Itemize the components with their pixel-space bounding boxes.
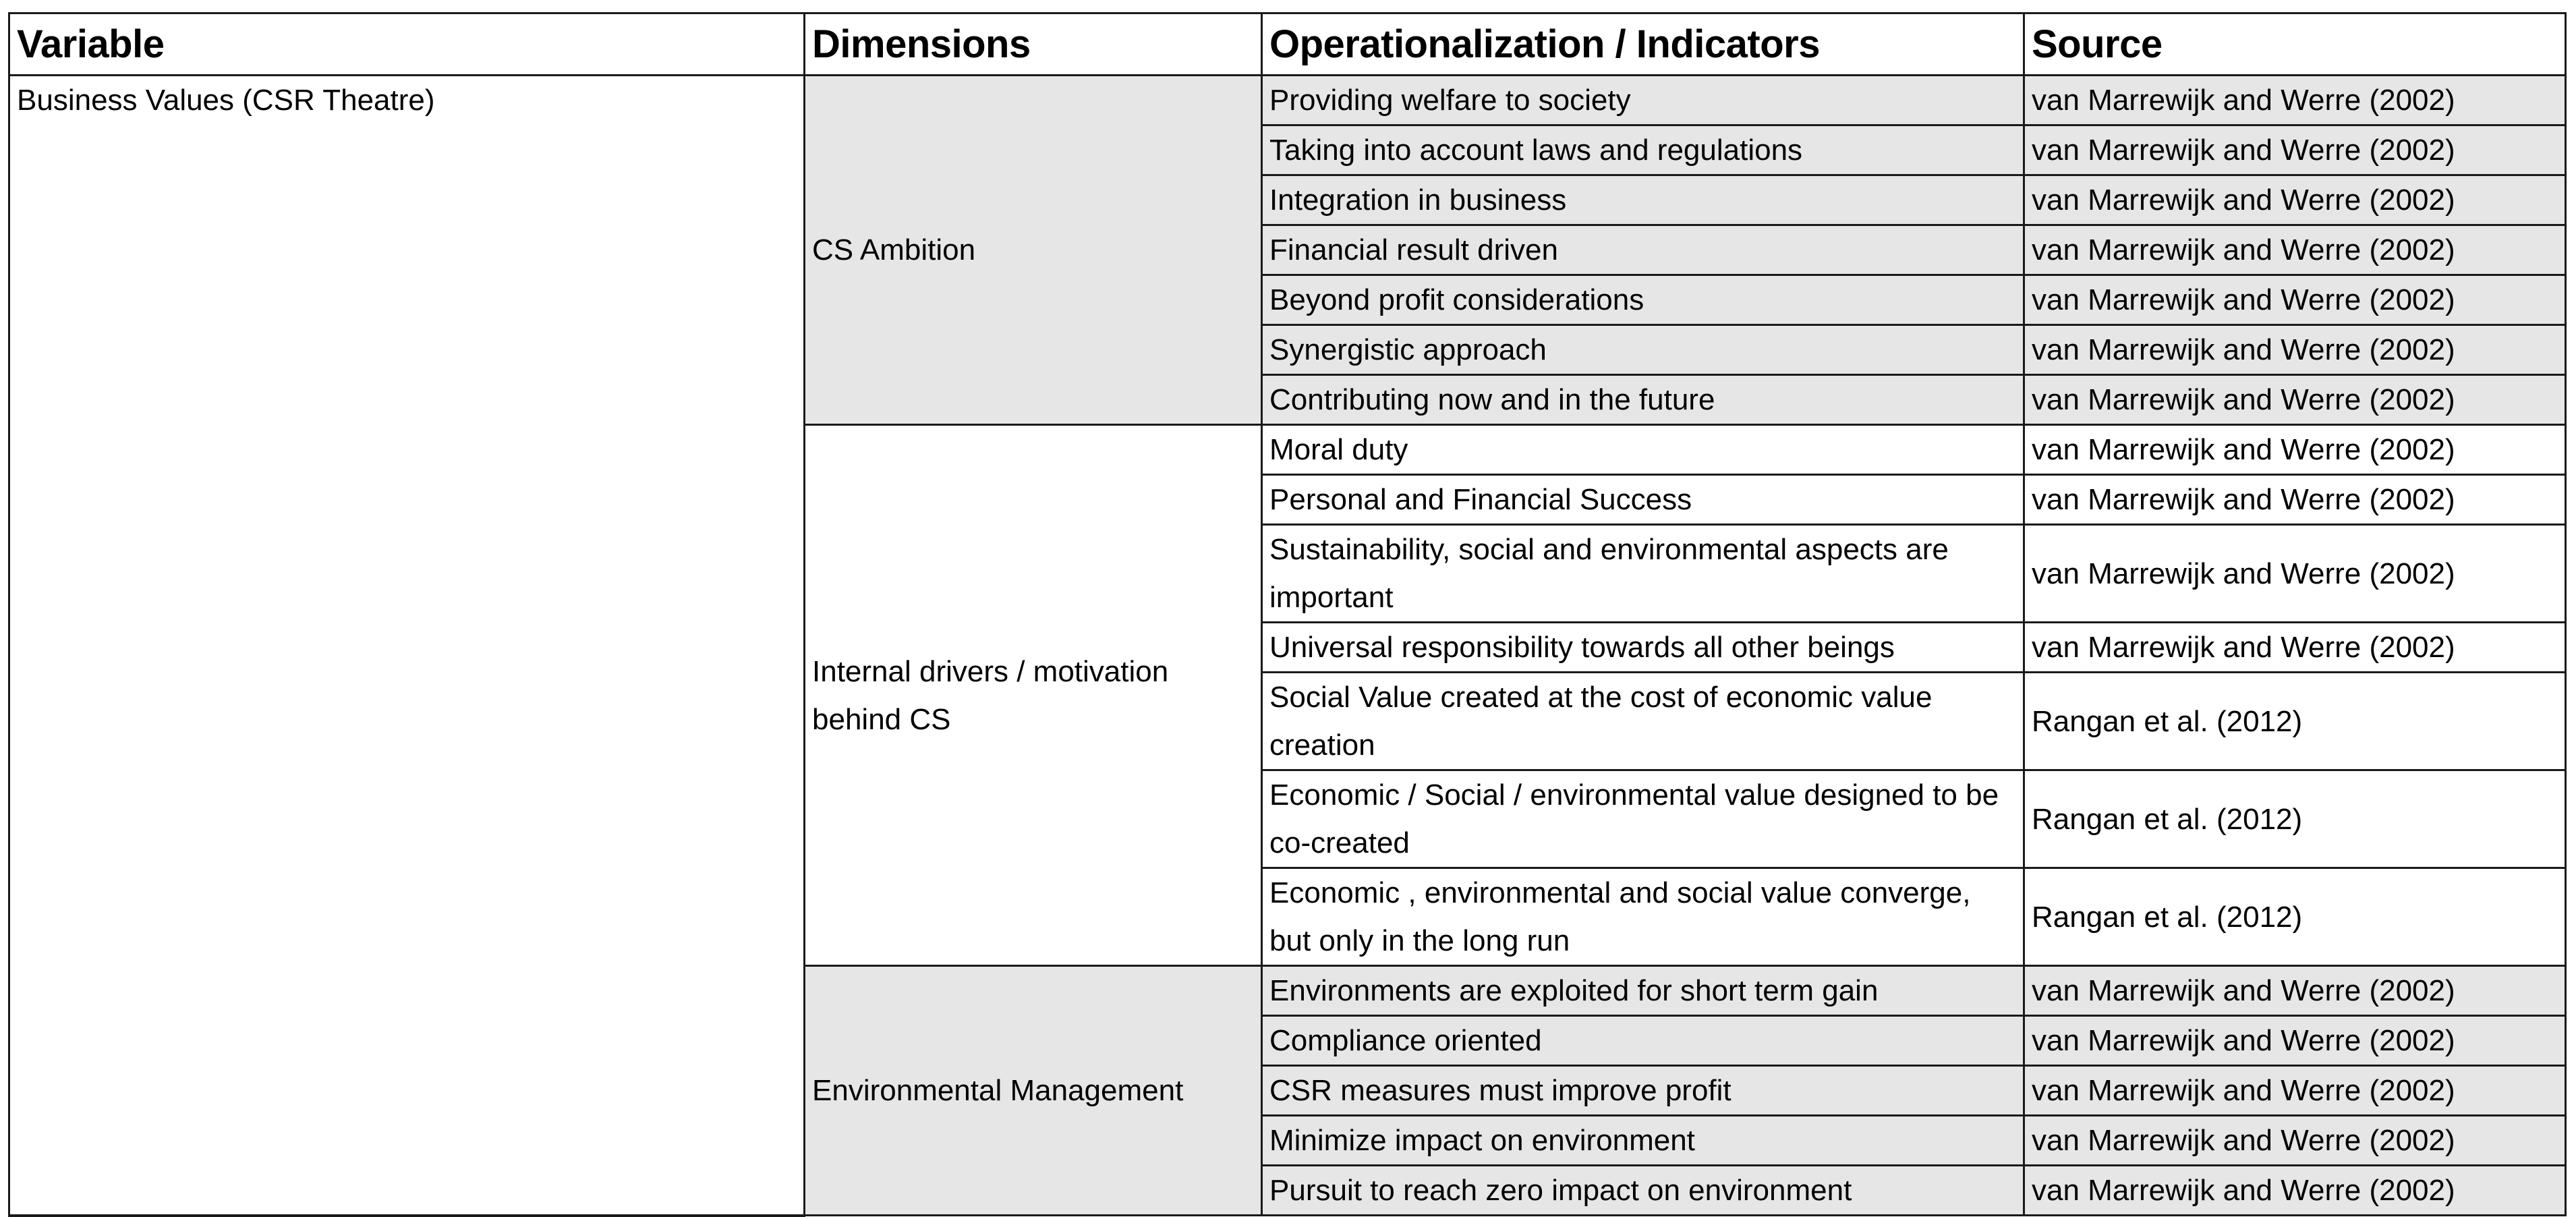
dimension-cell: Internal drivers / motivation behind CS	[805, 425, 1262, 966]
source-cell: van Marrewijk and Werre (2002)	[2024, 275, 2566, 325]
indicator-cell: Social Value created at the cost of economic value creation	[1262, 673, 2024, 770]
dimension-cell: Environmental Management	[805, 966, 1262, 1216]
indicator-cell: Universal responsibility towards all other beings	[1262, 623, 2024, 673]
dimension-cell: CS Ambition	[805, 76, 1262, 425]
indicator-cell: Financial result driven	[1262, 225, 2024, 275]
source-cell: Rangan et al. (2012)	[2024, 673, 2566, 770]
source-cell: van Marrewijk and Werre (2002)	[2024, 325, 2566, 375]
header-row	[9, 13, 2566, 76]
header-source: Source	[2024, 13, 2566, 76]
indicator-cell: Moral duty	[1262, 425, 2024, 475]
source-cell: van Marrewijk and Werre (2002)	[2024, 76, 2566, 125]
source-cell: Rangan et al. (2012)	[2024, 868, 2566, 966]
indicator-cell: CSR measures must improve profit	[1262, 1066, 2024, 1116]
source-cell: van Marrewijk and Werre (2002)	[2024, 375, 2566, 425]
indicator-cell: Providing welfare to society	[1262, 76, 2024, 125]
indicator-cell: Economic , environmental and social value converge, but only in the long run	[1262, 868, 2024, 966]
source-cell: van Marrewijk and Werre (2002)	[2024, 966, 2566, 1016]
variable-cell: Business Values (CSR Theatre)	[9, 76, 805, 1216]
indicator-cell: Environments are exploited for short term gain	[1262, 966, 2024, 1016]
indicator-cell: Beyond profit considerations	[1262, 275, 2024, 325]
indicator-cell: Contributing now and in the future	[1262, 375, 2024, 425]
source-cell: van Marrewijk and Werre (2002)	[2024, 1016, 2566, 1066]
source-cell: van Marrewijk and Werre (2002)	[2024, 425, 2566, 475]
source-cell: van Marrewijk and Werre (2002)	[2024, 125, 2566, 175]
source-cell: van Marrewijk and Werre (2002)	[2024, 175, 2566, 225]
source-cell: van Marrewijk and Werre (2002)	[2024, 1116, 2566, 1166]
indicator-cell: Personal and Financial Success	[1262, 475, 2024, 525]
indicator-cell: Integration in business	[1262, 175, 2024, 225]
header-variable: Variable	[9, 13, 805, 76]
source-cell: Rangan et al. (2012)	[2024, 770, 2566, 868]
indicator-cell: Compliance oriented	[1262, 1016, 2024, 1066]
indicator-cell: Sustainability, social and environmental aspects are important	[1262, 525, 2024, 623]
header-operationalization: Operationalization / Indicators	[1262, 13, 2024, 76]
source-cell: van Marrewijk and Werre (2002)	[2024, 623, 2566, 673]
source-cell: van Marrewijk and Werre (2002)	[2024, 475, 2566, 525]
indicator-cell: Minimize impact on environment	[1262, 1116, 2024, 1166]
operationalization-table	[8, 12, 2567, 1217]
source-cell: van Marrewijk and Werre (2002)	[2024, 1166, 2566, 1216]
source-cell: van Marrewijk and Werre (2002)	[2024, 225, 2566, 275]
indicator-cell: Synergistic approach	[1262, 325, 2024, 375]
header-dimensions: Dimensions	[805, 13, 1262, 76]
indicator-cell: Economic / Social / environmental value designed to be co-created	[1262, 770, 2024, 868]
table-row	[9, 76, 2566, 125]
source-cell: van Marrewijk and Werre (2002)	[2024, 1066, 2566, 1116]
indicator-cell: Taking into account laws and regulations	[1262, 125, 2024, 175]
source-cell: van Marrewijk and Werre (2002)	[2024, 525, 2566, 623]
indicator-cell: Pursuit to reach zero impact on environment	[1262, 1166, 2024, 1216]
